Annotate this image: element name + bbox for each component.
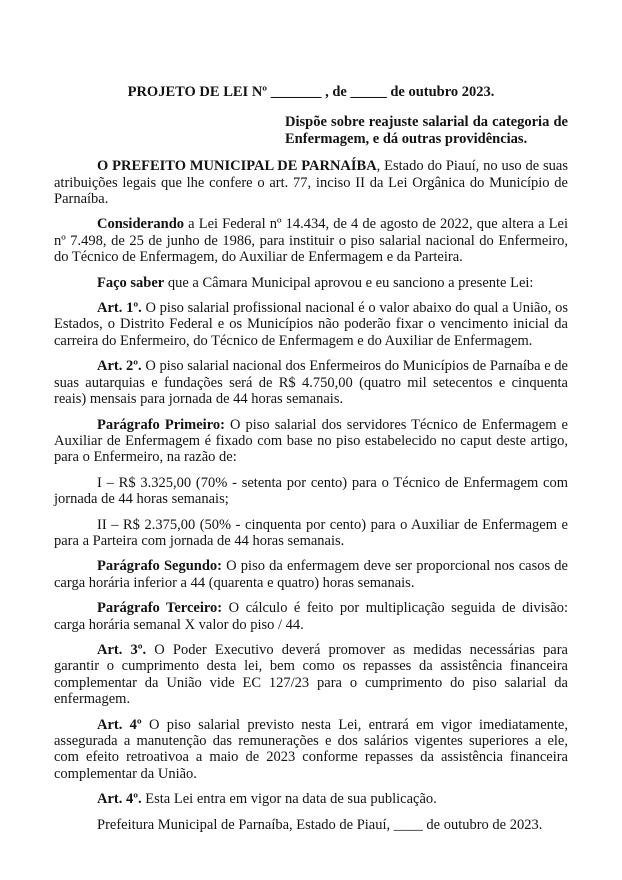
paragraph-preamble [54, 158, 568, 207]
paragraph-closing [54, 817, 568, 833]
paragraph-lead: Art. 2º. [97, 358, 142, 375]
paragraph-text: O cálculo é feito por multiplicação seguida de divisão: carga horária semanal X valor do piso / 44. [54, 600, 568, 633]
paragraph-text: O piso da enfermagem deve ser proporcional nos casos de carga horária inferior a 44 (quarenta e quatro) horas semanais. [54, 558, 568, 591]
paragraph-art-3 [54, 642, 568, 708]
paragraph-considerando [54, 216, 568, 265]
paragraph-lead: Parágrafo Segundo: [97, 558, 222, 575]
paragraph-text: , Estado do Piauí, no uso de suas atribuições legais que lhe confere o art. 77, inciso II da Lei Orgânica do Município de Parnaíba. [54, 158, 568, 208]
paragraph-paragrafo-primeiro [54, 417, 568, 466]
paragraph-lead: Art. 3º. [97, 641, 147, 658]
paragraph-lead: Art. 4º. [97, 791, 142, 808]
paragraph-paragrafo-segundo [54, 558, 568, 591]
paragraph-text: I – R$ 3.325,00 (70% - setenta por cento) para o Técnico de Enfermagem com jornada de 44 horas semanais; [54, 474, 568, 508]
paragraph-text: O piso salarial nacional dos Enfermeiros do Municípios de Parnaíba e de suas autarquias e fundações será de R$ 4.750,00 (quatro mil setecentos e cinquenta reais) mensais para jornada de 44 horas semanais. [54, 358, 568, 408]
paragraph-art-4-vigor [54, 717, 568, 783]
paragraph-text: O Poder Executivo deverá promover as medidas necessárias para garantir o cumprimento desta lei, bem como os repasses da assistência financeira complementar da União vide EC 127/23 para o cumprimento do piso salarial da enfermagem. [54, 641, 568, 708]
paragraph-text: a Lei Federal nº 14.434, de 4 de agosto de 2022, que altera a Lei nº 7.498, de 25 de junho de 1986, para instituir o piso salarial nacional do Enfermeiro, do Técnico de Enfermagem, do Auxiliar de Enfermagem e da Parteira. [54, 216, 568, 266]
paragraph-lead: Art. 1º. [97, 300, 142, 317]
paragraph-lead: Art. 4º [97, 716, 142, 733]
paragraph-lead: Faço saber [97, 274, 165, 291]
paragraph-lead: Parágrafo Terceiro: [97, 600, 223, 617]
paragraph-lead: Considerando [97, 216, 185, 233]
paragraph-text: Prefeitura Municipal de Parnaíba, Estado de Piauí, ____ de outubro de 2023. [97, 816, 543, 833]
paragraph-lead: Parágrafo Primeiro: [97, 416, 225, 433]
paragraph-text: Esta Lei entra em vigor na data de sua publicação. [141, 791, 437, 808]
paragraph-item-i [54, 475, 568, 508]
paragraph-paragrafo-terceiro [54, 600, 568, 633]
paragraph-art-1 [54, 300, 568, 349]
paragraph-lead: O PREFEITO MUNICIPAL DE PARNAÍBA [97, 158, 377, 175]
paragraph-art-2 [54, 358, 568, 407]
paragraph-text: O piso salarial dos servidores Técnico de Enfermagem e Auxiliar de Enfermagem é fixado com base no piso estabelecido no caput deste artigo, para o Enfermeiro, na razão de: [54, 416, 568, 466]
paragraph-text: O piso salarial previsto nesta Lei, entrará em vigor imediatamente, assegurada a manutenção das remunerações e dos salários vigentes superiores a ele, com efeito retroativoa a maio de 2023 conforme repasses da assistência financeira complementar da União. [54, 716, 568, 782]
paragraph-text: O piso salarial profissional nacional é o valor abaixo do qual a União, os Estados, o Distrito Federal e os Municípios não poderão fixar o vencimento inicial da carreira do Enfermeiro, do Técnico de Enfermagem e do Auxiliar de Enfermagem. [54, 300, 568, 349]
paragraph-item-ii [54, 517, 568, 550]
paragraph-text: II – R$ 2.375,00 (50% - cinquenta por cento) para o Auxiliar de Enfermagem e para a Parteira com jornada de 44 horas semanais. [54, 516, 568, 549]
paragraph-text: que a Câmara Municipal aprovou e eu sanciono a presente Lei: [164, 274, 534, 291]
epigraph: Dispõe sobre reajuste salarial da categoria de Enfermagem, e dá outras providências. [285, 114, 568, 147]
paragraph-faco-saber [54, 275, 568, 291]
document-title: PROJETO DE LEI Nº _______ , de _____ de outubro 2023. [127, 84, 495, 100]
paragraph-art-4-publicacao [54, 791, 568, 807]
